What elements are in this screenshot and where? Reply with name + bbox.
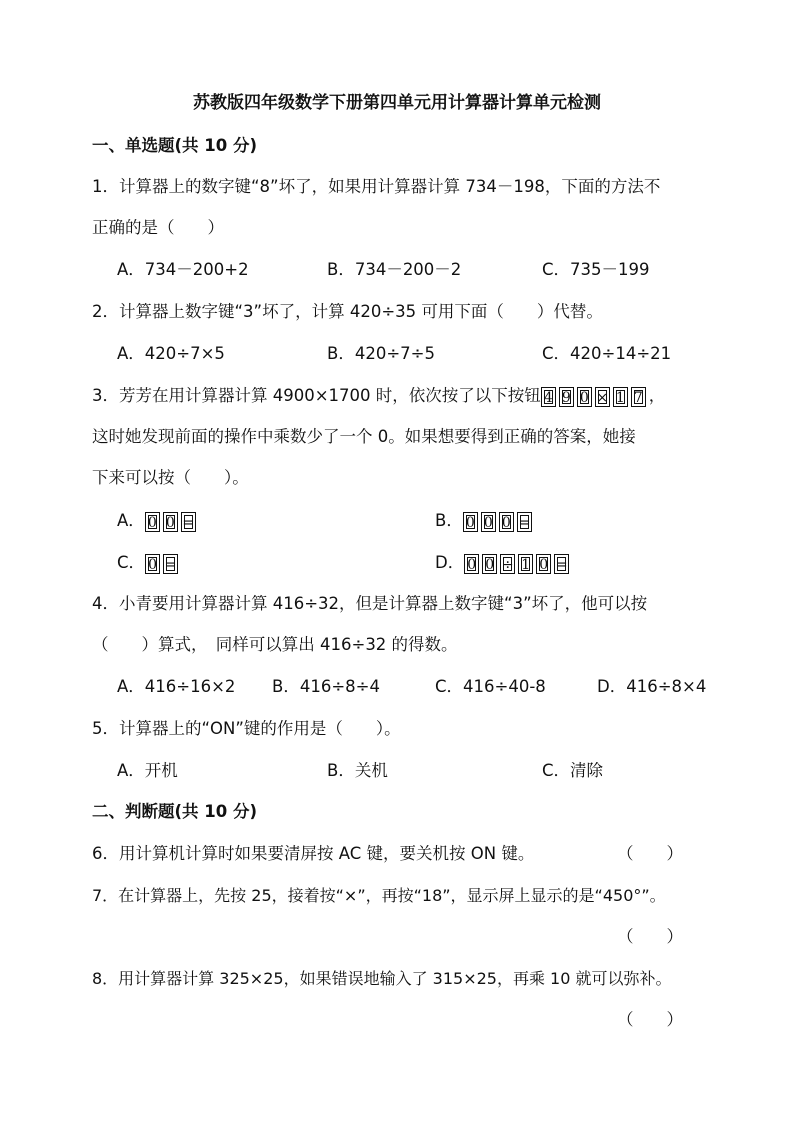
q2-option-a[interactable]: A．420÷7×5 xyxy=(117,344,225,363)
calc-key: 0 xyxy=(577,387,592,407)
calc-key: 0 xyxy=(145,512,160,532)
question-8-text: 8．用计算器计算 325×25，如果错误地输入了 315×25，再乘 10 就可以弥补。 xyxy=(92,969,672,988)
question-3-text-cont2: 下来可以按（ ）。 xyxy=(92,468,249,487)
q3-option-c-label: C． xyxy=(117,553,146,572)
q8-answer-blank[interactable]: （ ） xyxy=(617,1010,683,1029)
q2-option-b[interactable]: B．420÷7÷5 xyxy=(327,344,435,363)
question-4-text-cont: （ ）算式， 同样可以算出 416÷32 的得数。 xyxy=(92,635,458,654)
calc-key: 0 xyxy=(145,554,160,574)
section-heading-true-false: 二、判断题(共 10 分) xyxy=(92,802,258,821)
calc-key: = xyxy=(181,512,196,532)
calc-key: 0 xyxy=(536,554,551,574)
question-7-text: 7．在计算器上，先按 25，接着按“×”，再按“18”，显示屏上显示的是“450°”。 xyxy=(92,886,666,905)
question-3-text-cont: 这时她发现前面的操作中乘数少了一个 0。如果想要得到正确的答案，她接 xyxy=(92,427,636,446)
q3-option-b-label: B． xyxy=(435,511,463,530)
section-heading-single-choice: 一、单选题(共 10 分) xyxy=(92,136,258,155)
q3-option-b[interactable] xyxy=(435,509,535,533)
question-1-text-cont: 正确的是（ ） xyxy=(92,218,224,237)
calc-key: 9 xyxy=(559,387,574,407)
q6-answer-blank[interactable]: （ ） xyxy=(617,844,683,863)
q1-option-c[interactable]: C．735－199 xyxy=(542,260,650,279)
q3-key-sequence xyxy=(541,386,649,405)
q4-option-d[interactable]: D．416÷8×4 xyxy=(597,677,707,696)
q4-option-a[interactable]: A．416÷16×2 xyxy=(117,677,236,696)
calc-key: 1 xyxy=(518,554,533,574)
calc-key: 0 xyxy=(482,554,497,574)
question-3-text-start: 3．芳芳在用计算器计算 4900×1700 时，依次按了以下按钮 xyxy=(92,386,541,405)
q5-option-b[interactable]: B．关机 xyxy=(327,761,388,780)
question-1-text: 1．计算器上的数字键“8”坏了，如果用计算器计算 734－198，下面的方法不 xyxy=(92,177,661,196)
q7-answer-blank[interactable]: （ ） xyxy=(617,927,683,946)
q3-option-d[interactable] xyxy=(435,551,572,575)
calc-key: 4 xyxy=(541,387,556,407)
calc-key: 0 xyxy=(464,554,479,574)
q4-option-b[interactable]: B．416÷8÷4 xyxy=(272,677,380,696)
question-3-text xyxy=(92,384,665,408)
calc-key: 0 xyxy=(463,512,478,532)
question-5-text: 5．计算器上的“ON”键的作用是（ ）。 xyxy=(92,719,401,738)
q3-option-d-label: D． xyxy=(435,553,465,572)
q1-option-b[interactable]: B．734－200－2 xyxy=(327,260,462,279)
calc-key: × xyxy=(595,387,610,407)
calc-key: = xyxy=(163,554,178,574)
q2-option-c[interactable]: C．420÷14÷21 xyxy=(542,344,672,363)
calc-key: 1 xyxy=(613,387,628,407)
page-title: 苏教版四年级数学下册第四单元用计算器计算单元检测 xyxy=(193,93,601,113)
question-6-text: 6．用计算机计算时如果要清屏按 AC 键，要关机按 ON 键。 xyxy=(92,844,535,863)
calc-key: 7 xyxy=(631,387,646,407)
calc-key: 0 xyxy=(499,512,514,532)
question-2-text: 2．计算器上数字键“3”坏了，计算 420÷35 可用下面（ ）代替。 xyxy=(92,302,603,321)
q5-option-c[interactable]: C．清除 xyxy=(542,761,604,780)
q3-option-c[interactable] xyxy=(117,551,181,575)
calc-key: ÷ xyxy=(500,554,515,574)
q5-option-a[interactable]: A．开机 xyxy=(117,761,178,780)
q3-option-a-label: A． xyxy=(117,511,145,530)
calc-key: 0 xyxy=(481,512,496,532)
q1-option-a[interactable]: A．734－200+2 xyxy=(117,260,249,279)
question-4-text: 4．小青要用计算器计算 416÷32，但是计算器上数字键“3”坏了，他可以按 xyxy=(92,594,648,613)
question-3-comma: ， xyxy=(648,386,666,405)
q4-option-c[interactable]: C．416÷40-8 xyxy=(435,677,546,696)
q3-option-a[interactable] xyxy=(117,509,199,533)
calc-key: 0 xyxy=(163,512,178,532)
calc-key: = xyxy=(517,512,532,532)
calc-key: = xyxy=(554,554,569,574)
